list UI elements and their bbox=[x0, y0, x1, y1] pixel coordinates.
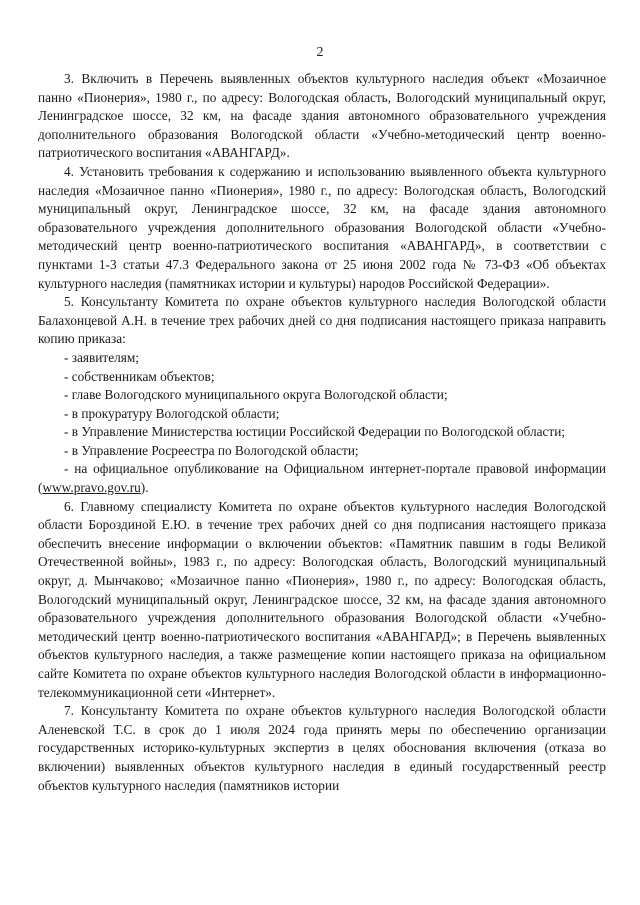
list-item: - в Управление Росреестра по Вологодской области; bbox=[64, 442, 359, 458]
list-item-publication bbox=[38, 460, 606, 497]
paragraph-7: 7. Консультанту Комитета по охране объектов культурного наследия Вологодской области Аленевской Т.С. в срок до 1 июля 2024 года принять меры по обеспечению организации государственных историко-культурных экспертиз в целях обоснования включения (отказа во включении) выявленных объектов культурного наследия в единый государственный реестр объектов культурного наследия (памятников истории bbox=[38, 703, 606, 793]
list-item: - главе Вологодского муниципального округа Вологодской области; bbox=[64, 387, 448, 403]
paragraph-6: 6. Главному специалисту Комитета по охране объектов культурного наследия Вологодской области Бороздиной Е.Ю. в течение трех рабочих дней со дня подписания настоящего приказа обеспечить внесение информации о включении объектов: «Памятник павшим в годы Великой Отечественной войны», 1983 г., по адресу: Вологодская область, Вологодский муниципальный округ, д. Мынчаково; «Мозаичное панно «Пионерия», 1980 г., по адресу: Вологодская область, Вологодский муниципальный округ, Ленинградское шоссе, 32 км, на фасаде здания автономного образовательного учреждения дополнительного образования Вологодской области «Учебно-методический центр военно-патриотического воспитания «АВАНГАРД»; в Перечень выявленных объектов культурного наследия, а также размещение копии настоящего приказа на официальном сайте Комитета по охране объектов культурного наследия Вологодской области в информационно-телекоммуникационной сети «Интернет». bbox=[38, 498, 606, 700]
document-body bbox=[38, 70, 606, 795]
list-item: - в прокуратуру Вологодской области; bbox=[64, 405, 280, 421]
page-number: 2 bbox=[316, 45, 324, 60]
publication-text-prefix: - на официальное опубликование на Официальном интернет-портале правовой информации ( bbox=[38, 461, 606, 496]
pravo-gov-link[interactable]: www.pravo.gov.ru bbox=[42, 480, 141, 496]
publication-text-suffix: ). bbox=[140, 480, 149, 496]
list-item: - собственникам объектов; bbox=[64, 368, 215, 384]
paragraph-5: 5. Консультанту Комитета по охране объектов культурного наследия Вологодской области Балахонцевой А.Н. в течение трех рабочих дней со дня подписания настоящего приказа направить копию приказа: bbox=[38, 294, 606, 347]
paragraph-4: 4. Установить требования к содержанию и использованию выявленного объекта культурного наследия «Мозаичное панно «Пионерия», 1980 г., по адресу: Вологодская область, Вологодский муниципальный округ, Ленинградское шоссе, 32 км, на фасаде здания автономного образовательного учреждения дополнительного образования Вологодской области «Учебно-методический центр военно-патриотического воспитания «АВАНГАРД», в соответствии с пунктами 1-3 статьи 47.3 Федерального закона от 25 июня 2002 года № 73-ФЗ «Об объектах культурного наследия (памятниках истории и культуры) народов Российской Федерации». bbox=[38, 163, 606, 291]
list-item: - в Управление Министерства юстиции Российской Федерации по Вологодской области; bbox=[64, 424, 566, 440]
list-item: - заявителям; bbox=[64, 349, 139, 365]
paragraph-3: 3. Включить в Перечень выявленных объектов культурного наследия объект «Мозаичное панно «Пионерия», 1980 г., по адресу: Вологодская область, Вологодский муниципальный округ, Ленинградское шоссе, 32 км, на фасаде здания автономного образовательного учреждения дополнительного образования Вологодской области «Учебно-методический центр военно-патриотического воспитания «АВАНГАРД». bbox=[38, 71, 606, 161]
